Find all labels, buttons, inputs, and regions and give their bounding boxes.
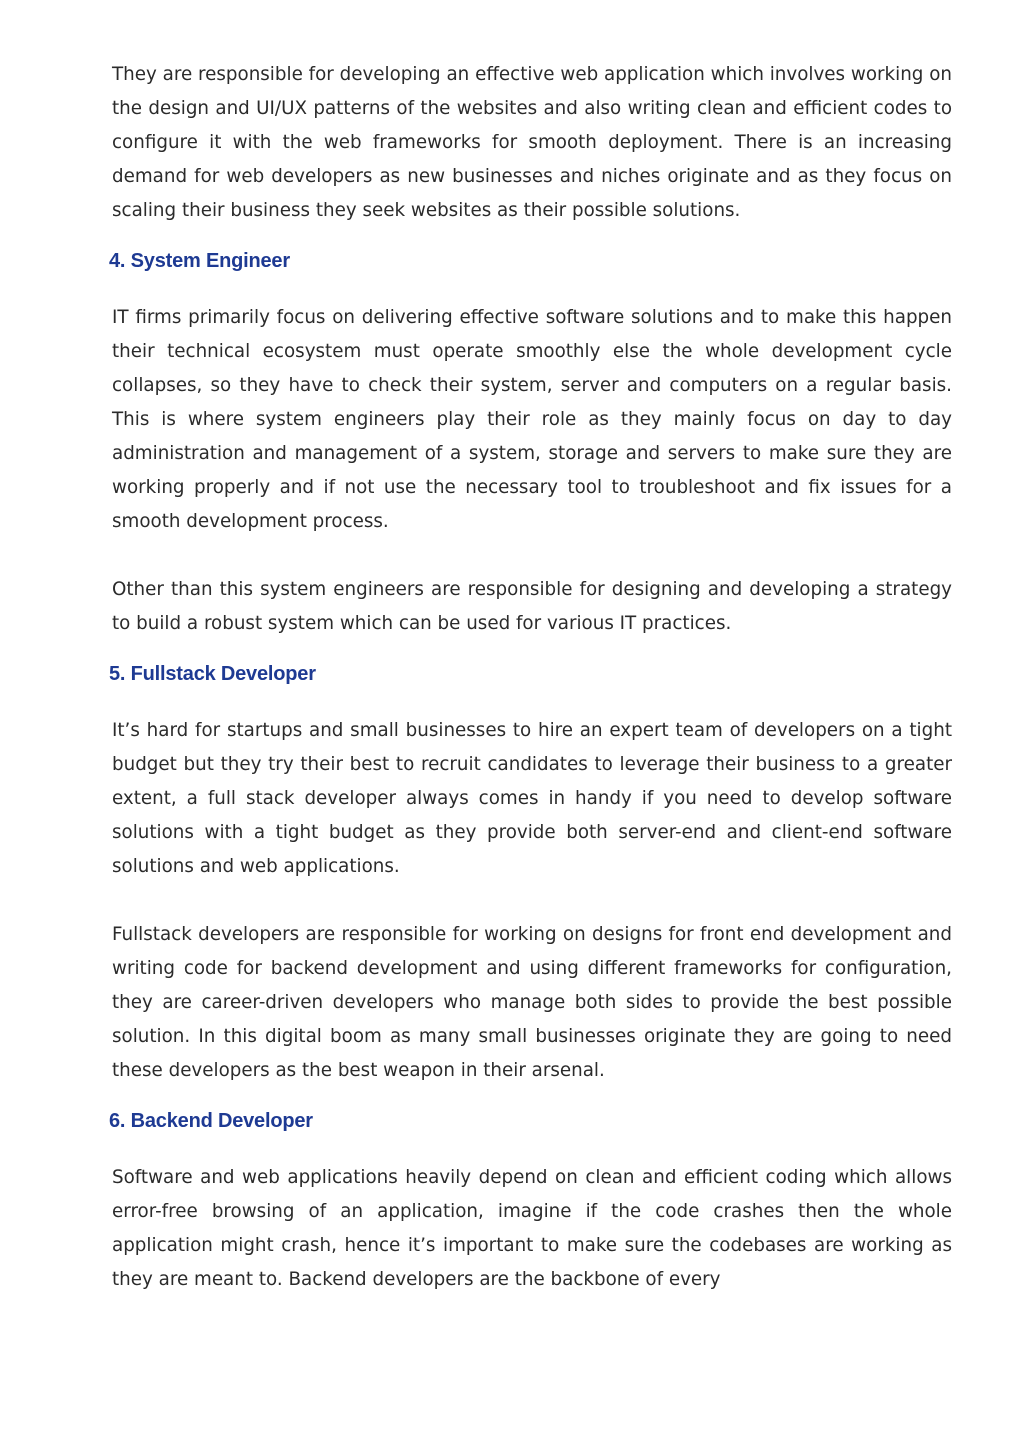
fullstack-developer-paragraph-2: Fullstack developers are responsible for working on designs for front end development and writing code for backend development and using different frameworks for configuration, they are career-driven developers who manage both sides to provide the best possible solution. In this digital boom as many small businesses originate they are going to need these developers as the best weapon in their arsenal.: [112, 924, 952, 1081]
fullstack-developer-paragraph-1: It’s hard for startups and small businesses to hire an expert team of developers on a tight budget but they try their best to recruit candidates to leverage their business to a greater extent, a full stack developer always comes in handy if you need to develop software solutions with a tight budget as they provide both server-end and client-end software solutions and web applications.: [112, 720, 952, 877]
section-heading-fullstack-developer: 5. Fullstack Developer: [109, 663, 316, 685]
section-heading-system-engineer: 4. System Engineer: [109, 250, 290, 272]
system-engineer-paragraph-2: Other than this system engineers are responsible for designing and developing a strategy to build a robust system which can be used for various IT practices.: [112, 579, 952, 634]
section-heading-backend-developer: 6. Backend Developer: [109, 1110, 313, 1132]
system-engineer-paragraph-1: IT firms primarily focus on delivering effective software solutions and to make this happen their technical ecosystem must operate smoothly else the whole development cycle collapses, so they have to check their system, server and computers on a regular basis. This is where system engineers play their role as they mainly focus on day to day administration and management of a system, storage and servers to make sure they are working properly and if not use the necessary tool to troubleshoot and fix issues for a smooth development process.: [112, 307, 952, 532]
intro-paragraph: They are responsible for developing an effective web application which involves working on the design and UI/UX patterns of the websites and also writing clean and efficient codes to configure it with the web frameworks for smooth deployment. There is an increasing demand for web developers as new businesses and niches originate and as they focus on scaling their business they seek websites as their possible solutions.: [112, 64, 952, 221]
document-page: [109, 58, 952, 1297]
backend-developer-paragraph-1: Software and web applications heavily depend on clean and efficient coding which allows error-free browsing of an application, imagine if the code crashes then the whole application might crash, hence it’s important to make sure the codebases are working as they are meant to. Backend developers are the backbone of every: [112, 1167, 952, 1290]
